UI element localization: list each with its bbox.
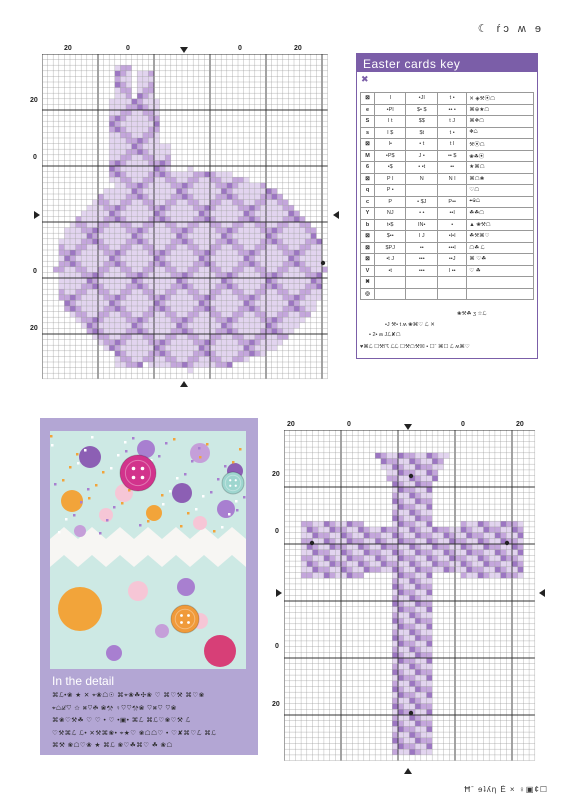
- cross-chart: [284, 430, 538, 766]
- top-chart-x-label: 0: [238, 45, 242, 52]
- key-table-row: [361, 127, 534, 139]
- key-cell-sym: ⊠: [361, 242, 375, 254]
- stitch-speck: [210, 491, 213, 494]
- key-cell-c2: •••: [406, 254, 438, 266]
- stitched-dot: [58, 587, 102, 631]
- stitch-speck: [51, 444, 54, 447]
- stitch-speck: [139, 524, 142, 527]
- key-table-row: [361, 231, 534, 243]
- key-cell-c1: I•: [375, 139, 406, 151]
- stitch-speck: [239, 448, 242, 451]
- key-cell-sym: ⊠: [361, 93, 375, 105]
- key-cell-sym: S: [361, 116, 375, 128]
- stitch-speck: [87, 488, 90, 491]
- stitch-speck: [73, 514, 76, 517]
- key-cell-c3: t I: [438, 139, 467, 151]
- stitched-dot: [128, 581, 148, 601]
- stitch-speck: [84, 449, 87, 452]
- key-table-row-extra: ◎: [361, 288, 534, 300]
- center-dot: [409, 474, 413, 478]
- key-cell-c2: I J: [406, 231, 438, 243]
- page-footer-code: Ħˉ ɘʇʎη Ė × ♀▣¢☐: [464, 785, 548, 794]
- key-cell-c3: •: [438, 219, 467, 231]
- key-cell-sym: ⊠: [361, 173, 375, 185]
- key-cell-desc: ⌘☖❀: [467, 173, 534, 185]
- key-cell-c3: ••: [438, 162, 467, 174]
- key-cell-c1: I $: [375, 127, 406, 139]
- key-cell-sym: 6: [361, 162, 375, 174]
- key-cell-c2: J •: [406, 150, 438, 162]
- top-chart-y-label: 20: [30, 97, 38, 104]
- stitched-dot: [217, 500, 235, 518]
- key-table-row: [361, 196, 534, 208]
- key-cell-desc: ✕ ◈⚒⦿☖: [467, 93, 534, 105]
- stitch-speck: [169, 490, 172, 493]
- key-cell-sym: ⊠: [361, 231, 375, 243]
- key-cell-c3: t J: [438, 116, 467, 128]
- key-cell-sym: M: [361, 150, 375, 162]
- key-cell-sym: c: [361, 196, 375, 208]
- key-cell-c1: I t: [375, 116, 406, 128]
- bottom-chart-x-label: 20: [516, 421, 524, 428]
- key-cell-c1: t•$: [375, 219, 406, 231]
- detail-line: ⌘⚒ ❀☖♡❀ ★ ⌘ℒ ❀♡☘⌘♡ ☘ ❀☖: [52, 742, 173, 749]
- key-cell-c1: P I: [375, 173, 406, 185]
- stitch-speck: [243, 496, 246, 499]
- key-cell-c3: N I: [438, 173, 467, 185]
- bottom-chart-center-arrow-right: [539, 589, 545, 597]
- key-cell-c3: P••: [438, 196, 467, 208]
- key-table-row: [361, 208, 534, 220]
- stitch-speck: [154, 507, 157, 510]
- stitched-dot: [155, 624, 169, 638]
- center-dot: [505, 541, 509, 545]
- stitch-speck: [232, 461, 235, 464]
- stitch-speck: [147, 520, 150, 523]
- key-cell-c2: IN•: [406, 219, 438, 231]
- key-cell-c1: •t: [375, 265, 406, 277]
- stitch-speck: [187, 512, 190, 515]
- key-table-row-extra: ✖: [361, 277, 534, 289]
- key-cell-c1: •$: [375, 162, 406, 174]
- stitch-speck: [176, 477, 179, 480]
- stitch-speck: [236, 509, 239, 512]
- mint-sequin-icon: [222, 472, 244, 494]
- bottom-chart-center-arrow-left: [276, 589, 282, 597]
- stitch-speck: [195, 508, 198, 511]
- stitched-dot: [79, 446, 101, 468]
- key-cell-c2: [406, 185, 438, 197]
- key-panel: [356, 53, 538, 359]
- stitch-speck: [180, 525, 183, 528]
- center-dot: [310, 541, 314, 545]
- key-table-row: [361, 265, 534, 277]
- center-dot: [321, 261, 325, 265]
- stitch-speck: [117, 454, 120, 457]
- bottom-chart-x-label: 20: [287, 421, 295, 428]
- key-cell-c2: ••: [406, 242, 438, 254]
- cross-stitch-icon: ✖: [361, 74, 369, 84]
- stitched-dot: [204, 635, 236, 667]
- key-cell-c2: $$: [406, 116, 438, 128]
- stitch-speck: [206, 443, 209, 446]
- stitch-speck: [173, 438, 176, 441]
- grid-lines: [284, 430, 535, 761]
- stitch-speck: [158, 455, 161, 458]
- stitch-speck: [235, 500, 238, 503]
- detail-title: In the detail: [52, 674, 115, 688]
- stitch-speck: [132, 437, 135, 440]
- stitched-detail-image: [50, 431, 246, 669]
- key-cell-desc: ☖☘ ℒ: [467, 242, 534, 254]
- key-cell-c1: NJ: [375, 208, 406, 220]
- key-cell-c1: •P$: [375, 150, 406, 162]
- bottom-chart-y-label: 20: [272, 701, 280, 708]
- stitch-speck: [113, 506, 116, 509]
- top-chart-x-label: 20: [64, 45, 72, 52]
- key-table-row: [361, 93, 534, 105]
- key-table-row: [361, 185, 534, 197]
- key-cell-sym: q: [361, 185, 375, 197]
- top-chart-y-label: 0: [33, 268, 37, 275]
- stitch-speck: [80, 501, 83, 504]
- page-section-code: ☾ ŕɔ ʍ ɘ: [477, 23, 544, 35]
- stitch-speck: [99, 532, 102, 535]
- stitch-speck: [217, 478, 220, 481]
- key-cell-c2: •••: [406, 265, 438, 277]
- stitch-speck: [162, 503, 165, 506]
- stitched-dot: [177, 578, 195, 596]
- key-cell-c3: •• •: [438, 104, 467, 116]
- bottom-chart-center-arrow-bottom: [404, 768, 412, 774]
- bunny-chart-grid: [42, 54, 332, 380]
- top-chart-y-label: 20: [30, 325, 38, 332]
- detail-line: ⌖☖ℒ♡ ☆ ⌘♡☘ ❀⚒ ♀♡♡⚒❀ ♡⌘♡ ♡❀: [52, 704, 177, 712]
- detail-body: [52, 690, 248, 753]
- key-cell-c1: $••: [375, 231, 406, 243]
- key-footnote: • 2• ʍ Jℒ✘☖: [369, 332, 401, 338]
- key-cell-sym: s: [361, 127, 375, 139]
- detail-line: ⌘ℒ•❀ ★ ✕ ⌖❀☖☉ ⌘⌖❀☘✣❀ ♡ ⌘♡⚒ ⌘♡❀: [52, 692, 205, 699]
- stitch-speck: [106, 519, 109, 522]
- cross-chart-grid: [284, 430, 538, 766]
- key-cell-c1: •t J: [375, 254, 406, 266]
- stitch-speck: [69, 466, 72, 469]
- key-cell-c3: [438, 185, 467, 197]
- bottom-chart-x-label: 0: [347, 421, 351, 428]
- stitched-dot: [172, 483, 192, 503]
- key-cell-c2: $t: [406, 127, 438, 139]
- stitch-speck: [91, 436, 94, 439]
- key-cell-sym: ⊠: [361, 254, 375, 266]
- key-cell-desc: ★⌘☖: [467, 162, 534, 174]
- stitch-speck: [62, 479, 65, 482]
- top-chart-center-arrow-left: [34, 211, 40, 219]
- stitch-speck: [213, 530, 216, 533]
- key-cell-c3: ••J: [438, 254, 467, 266]
- top-chart-center-arrow-top: [180, 47, 188, 53]
- key-cell-desc: ☘☘☖: [467, 208, 534, 220]
- stitch-speck: [121, 502, 124, 505]
- detail-line: ♡⚒⌘ℒ ℒ• ✕⚒⌘❀• ⌖★♡ ❀☖☖♡ • ♡✘⌘♡ℒ ⌘ℒ: [52, 729, 217, 737]
- stitch-speck: [76, 453, 79, 456]
- key-cell-c2: •JI: [406, 93, 438, 105]
- key-footnote: •J ⚒• t ʍ ❀⌘♡ ℒ ✕: [385, 322, 435, 328]
- stitch-speck: [228, 513, 231, 516]
- stitched-dot: [61, 490, 83, 512]
- key-cell-desc: ♡ ☘: [467, 265, 534, 277]
- key-cell-c1: P •: [375, 185, 406, 197]
- key-cell-desc: ⌘ ♡☘: [467, 254, 534, 266]
- key-table-row: [361, 173, 534, 185]
- key-cell-c3: •I•I: [438, 231, 467, 243]
- bunny-stitches: [53, 65, 327, 373]
- stitch-speck: [202, 495, 205, 498]
- stitch-speck: [58, 531, 61, 534]
- key-cell-c3: ••I: [438, 208, 467, 220]
- key-cell-c1: P: [375, 196, 406, 208]
- stitch-speck: [191, 460, 194, 463]
- key-cell-sym: ⊠: [361, 139, 375, 151]
- stitch-speck: [221, 526, 224, 529]
- key-cell-c2: • •: [406, 208, 438, 220]
- key-cell-c2: • •t: [406, 162, 438, 174]
- key-cell-c3: •• $: [438, 150, 467, 162]
- key-cell-desc: ⌘⛖☖: [467, 116, 534, 128]
- pink-button-icon: [120, 455, 156, 491]
- stitched-dot: [74, 525, 86, 537]
- stitch-speck: [224, 465, 227, 468]
- key-table: [360, 92, 534, 300]
- stitch-speck: [165, 442, 168, 445]
- key-table-row: [361, 139, 534, 151]
- key-table-row: [361, 242, 534, 254]
- key-table-row: [361, 104, 534, 116]
- top-chart-center-arrow-right: [333, 211, 339, 219]
- key-cell-c2: • $J: [406, 196, 438, 208]
- stitch-speck: [102, 471, 105, 474]
- key-cell-c3: t •: [438, 93, 467, 105]
- stitched-detail-photo: [50, 431, 246, 669]
- detail-card: [40, 418, 258, 755]
- key-cell-desc: ⌖⦿☖: [467, 196, 534, 208]
- stitch-speck: [199, 456, 202, 459]
- key-table-row: [361, 219, 534, 231]
- key-cell-c2: N: [406, 173, 438, 185]
- stitch-speck: [161, 494, 164, 497]
- key-cell-sym: Y: [361, 208, 375, 220]
- top-chart-x-label: 0: [126, 45, 130, 52]
- top-chart-center-arrow-bottom: [180, 381, 188, 387]
- key-cell-sym: e: [361, 104, 375, 116]
- key-table-row: [361, 162, 534, 174]
- bunny-chart: [42, 54, 332, 380]
- bottom-chart-x-label: 0: [461, 421, 465, 428]
- stitched-dot: [193, 516, 207, 530]
- center-dot: [409, 711, 413, 715]
- key-table-row: [361, 116, 534, 128]
- key-cell-c3: t •: [438, 127, 467, 139]
- key-cell-c3: •••I: [438, 242, 467, 254]
- stitch-speck: [54, 483, 57, 486]
- key-cell-c1: •PI: [375, 104, 406, 116]
- bottom-chart-center-arrow-top: [404, 424, 412, 430]
- bottom-chart-y-label: 20: [272, 471, 280, 478]
- stitch-speck: [110, 467, 113, 470]
- stitched-dot: [106, 645, 122, 661]
- key-title: Easter cards key: [357, 54, 537, 72]
- bottom-chart-y-label: 0: [275, 643, 279, 650]
- key-cell-c1: $PJ: [375, 242, 406, 254]
- key-cell-c2: $• $: [406, 104, 438, 116]
- stitch-speck: [65, 518, 68, 521]
- key-cell-desc: ▲ ❀⚒☖: [467, 219, 534, 231]
- key-cell-sym: b: [361, 219, 375, 231]
- top-chart-y-label: 0: [33, 154, 37, 161]
- stitch-speck: [95, 484, 98, 487]
- key-table-row: [361, 150, 534, 162]
- detail-line: ⌘❀♡⚒☘ ♡ ♡ • ♡ •▣• ⌘ℒ ⌘ℒ♡❀♡⚒ ℒ: [52, 717, 191, 724]
- stitch-speck: [124, 441, 127, 444]
- stitch-speck: [198, 447, 201, 450]
- stitch-speck: [184, 473, 187, 476]
- key-cell-desc: ❀☘⦿: [467, 150, 534, 162]
- key-footnote: ♥⌘ℒ ☐⚒☈ ℒℒ ☐⚒☖⚒☒ • ☐ˉ ⌘☐ ℒ ʍ⌘♡: [360, 344, 470, 350]
- stitch-speck: [50, 435, 53, 438]
- stitch-speck: [125, 450, 128, 453]
- stitch-speck: [88, 497, 91, 500]
- top-chart-x-label: 20: [294, 45, 302, 52]
- stitch-speck: [77, 462, 80, 465]
- key-footnote: ❀⚒☘ ʒ ☆ℒ: [457, 311, 487, 317]
- key-cell-desc: ♡☖: [467, 185, 534, 197]
- key-cell-desc: ⛖☖: [467, 127, 534, 139]
- key-cell-desc: ⌘⊕★☖: [467, 104, 534, 116]
- key-cell-desc: ☘⚒⌘♡: [467, 231, 534, 243]
- key-cell-desc: ⚒⦿☖: [467, 139, 534, 151]
- cross-stitches: [301, 453, 523, 755]
- orange-button-icon: [171, 605, 199, 633]
- key-cell-c2: • t: [406, 139, 438, 151]
- key-cell-sym: V: [361, 265, 375, 277]
- key-table-row: [361, 254, 534, 266]
- bottom-chart-y-label: 0: [275, 528, 279, 535]
- key-cell-c1: I: [375, 93, 406, 105]
- key-cell-c3: I ••: [438, 265, 467, 277]
